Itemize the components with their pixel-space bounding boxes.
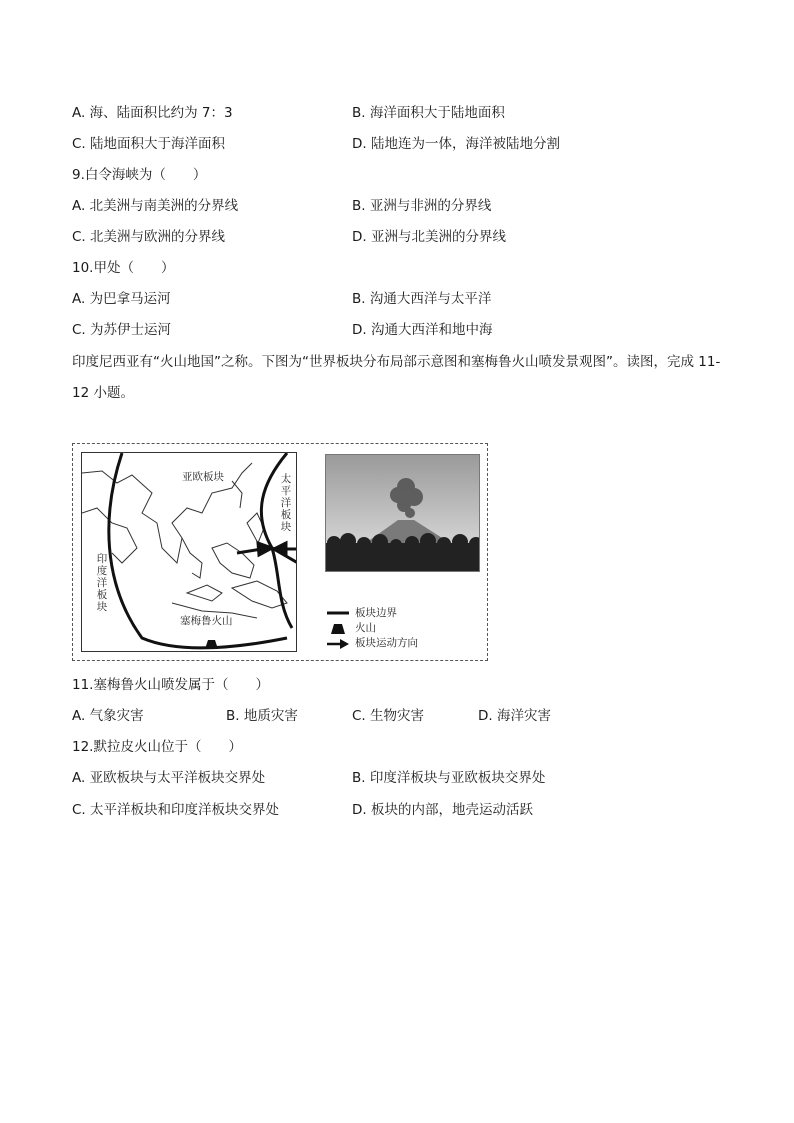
q8-option-c[interactable]: C. 陆地面积大于海洋面积 xyxy=(72,136,226,152)
passage-text: 印度尼西亚有“火山地国”之称。下图为“世界板块分布局部示意图和塞梅鲁火山喷发景观图”。读图，完成 11-12 小题。 xyxy=(72,354,721,401)
label-eurasian-plate: 亚欧板块 xyxy=(182,471,224,483)
q9-option-b[interactable]: B. 亚洲与非洲的分界线 xyxy=(352,198,492,214)
plate-map xyxy=(81,452,297,652)
figure-plate-map xyxy=(72,443,488,661)
q8-option-d[interactable]: D. 陆地连为一体，海洋被陆地分割 xyxy=(352,136,560,152)
q9-option-c[interactable]: C. 北美洲与欧洲的分界线 xyxy=(72,229,226,245)
q8-option-a[interactable]: A. 海、陆面积比约为 7：3 xyxy=(72,105,233,121)
q12-option-c[interactable]: C. 太平洋板块和印度洋板块交界处 xyxy=(72,802,280,818)
q12-option-d[interactable]: D. 板块的内部，地壳运动活跃 xyxy=(352,802,533,818)
label-indian-plate: 印度洋板块 xyxy=(96,553,108,613)
volcano-icon xyxy=(327,623,351,635)
q9-option-a[interactable]: A. 北美洲与南美洲的分界线 xyxy=(72,198,239,214)
volcano-marker-icon xyxy=(205,640,218,649)
volcano-eruption-photo xyxy=(325,454,480,572)
q11-option-b[interactable]: B. 地质灾害 xyxy=(226,708,298,724)
q10-stem: 10.甲处（ ） xyxy=(72,260,175,276)
boundary-line-icon xyxy=(327,608,351,618)
q10-option-a[interactable]: A. 为巴拿马运河 xyxy=(72,291,171,307)
q9-stem: 9.白令海峡为（ ） xyxy=(72,167,207,183)
q11-option-a[interactable]: A. 气象灾害 xyxy=(72,708,144,724)
legend-boundary-label: 板块边界 xyxy=(355,607,397,619)
legend-volcano-label: 火山 xyxy=(355,622,376,634)
q12-option-b[interactable]: B. 印度洋板块与亚欧板块交界处 xyxy=(352,770,546,786)
q10-option-d[interactable]: D. 沟通大西洋和地中海 xyxy=(352,322,493,338)
q12-option-a[interactable]: A. 亚欧板块与太平洋板块交界处 xyxy=(72,770,266,786)
q11-option-d[interactable]: D. 海洋灾害 xyxy=(478,708,551,724)
q11-stem: 11.塞梅鲁火山喷发属于（ ） xyxy=(72,677,269,693)
legend-direction-label: 板块运动方向 xyxy=(355,637,418,649)
q9-option-d[interactable]: D. 亚洲与北美洲的分界线 xyxy=(352,229,506,245)
q12-stem: 12.默拉皮火山位于（ ） xyxy=(72,739,242,755)
q10-option-c[interactable]: C. 为苏伊士运河 xyxy=(72,322,172,338)
q11-option-c[interactable]: C. 生物灾害 xyxy=(352,708,425,724)
arrow-icon xyxy=(327,638,351,650)
q10-option-b[interactable]: B. 沟通大西洋与太平洋 xyxy=(352,291,492,307)
label-pacific-plate: 太平洋板块 xyxy=(280,473,292,533)
q8-option-b[interactable]: B. 海洋面积大于陆地面积 xyxy=(352,105,505,121)
label-semeru-volcano: 塞梅鲁火山 xyxy=(180,615,233,627)
